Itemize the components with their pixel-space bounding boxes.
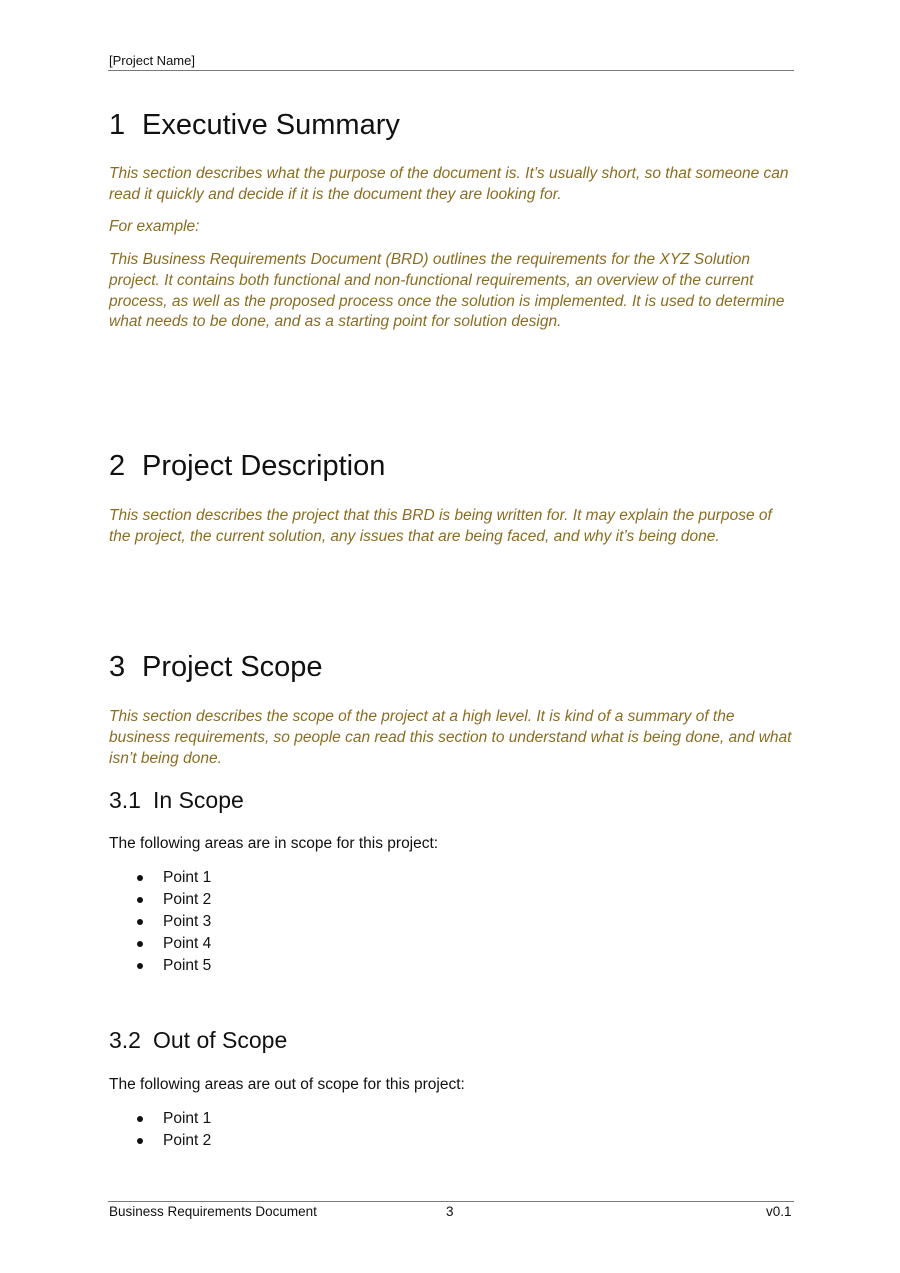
in-scope-intro: The following areas are in scope for this project: [109,835,439,852]
guide-text-exec-example: This Business Requirements Document (BRD) outlines the requirements for the XYZ Solution project. It contains both functional and non-functional requirements, an overview of the current process, as well as the proposed process once the solution is implemented. It is used to determine what needs to be done, and as a starting point for solution design. [109,251,785,331]
heading-project-description [109,450,385,483]
bullet-icon [137,1138,143,1144]
header-rule [108,70,794,71]
list-item: Point 5 [109,955,211,977]
bullet-icon [137,1116,143,1122]
bullet-icon [137,897,143,903]
list-item: Point 2 [109,889,211,911]
heading-in-scope [109,787,244,814]
list-item: Point 1 [109,867,211,889]
heading-number: 3.1 [109,787,141,813]
footer-doc-title: Business Requirements Document [109,1204,317,1219]
footer-version: v0.1 [766,1204,792,1219]
out-of-scope-list [109,1108,211,1152]
guide-text-scope: This section describes the scope of the project at a high level. It is kind of a summary of the business requirements, so people can read this section to understand what is being done, and what isn’t being done. [109,708,792,767]
heading-text: Project Description [142,450,386,482]
in-scope-list [109,867,211,976]
list-item: Point 2 [109,1130,211,1152]
heading-executive-summary [109,109,400,142]
heading-text: Project Scope [142,651,323,683]
heading-text: In Scope [153,787,244,813]
bullet-icon [137,875,143,881]
guide-text-exec-example-label: For example: [109,218,200,235]
bullet-icon [137,941,143,947]
heading-text: Out of Scope [153,1027,288,1053]
footer-page-number: 3 [446,1204,454,1219]
list-item: Point 3 [109,911,211,933]
heading-out-of-scope [109,1027,287,1054]
heading-text: Executive Summary [142,109,400,141]
out-of-scope-intro: The following areas are out of scope for this project: [109,1076,465,1093]
heading-number: 1 [109,109,126,141]
heading-number: 3 [109,651,126,683]
bullet-icon [137,919,143,925]
bullet-icon [137,963,143,969]
guide-text-description: This section describes the project that this BRD is being written for. It may explain the purpose of the project, the current solution, any issues that are being faced, and why it’s being done. [109,507,772,545]
heading-number: 2 [109,450,126,482]
header-project-name: [Project Name] [109,53,195,68]
heading-number: 3.2 [109,1027,141,1053]
list-item: Point 4 [109,933,211,955]
footer-rule [108,1201,794,1202]
list-item: Point 1 [109,1108,211,1130]
heading-project-scope [109,651,323,684]
guide-text-exec-purpose: This section describes what the purpose of the document is. It’s usually short, so that someone can read it quickly and decide if it is the document they are looking for. [109,165,789,203]
